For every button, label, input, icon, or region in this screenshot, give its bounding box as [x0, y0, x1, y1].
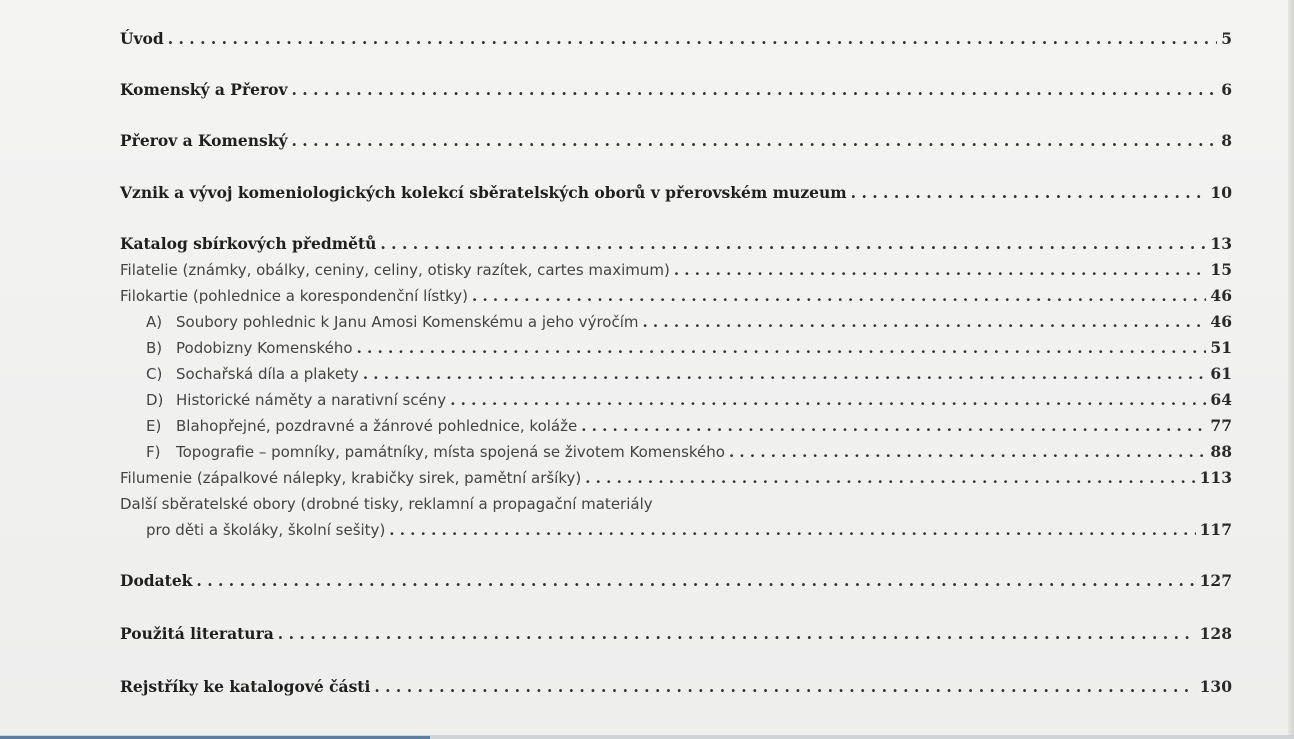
toc-entry-label: Dodatek — [120, 571, 193, 590]
toc-page-number: 130 — [1199, 677, 1232, 696]
dot-leader — [357, 336, 1207, 360]
toc-entry-katalog[interactable] — [120, 232, 1232, 256]
toc-page-number: 77 — [1210, 416, 1232, 435]
toc-page-number: 46 — [1210, 312, 1232, 331]
toc-page-number: 127 — [1199, 571, 1232, 590]
toc-entry-dalsi-obory-line2[interactable] — [120, 518, 1232, 542]
toc-entry-letter: A) — [146, 313, 163, 331]
toc-entry-pouzita-literatura[interactable] — [120, 622, 1232, 646]
toc-entry-vznik-a-vyvoj[interactable] — [120, 181, 1232, 205]
toc-page-number: 128 — [1199, 624, 1232, 643]
page-bottom-edge — [0, 735, 1294, 739]
toc-entry-filokartie-e[interactable] — [120, 414, 1232, 438]
dot-leader — [363, 362, 1207, 386]
dot-leader — [168, 27, 1218, 51]
dot-leader — [472, 284, 1206, 308]
toc-entry-label — [146, 362, 359, 386]
toc-page-number: 6 — [1221, 80, 1232, 99]
toc-entry-filokartie-d[interactable] — [120, 388, 1232, 412]
toc-entry-label: Filumenie (zápalkové nálepky, krabičky sirek, pamětní aršíky) — [120, 469, 582, 487]
dot-leader — [292, 78, 1218, 102]
toc-entry-letter: F) — [146, 443, 161, 461]
toc-page-number: 15 — [1210, 260, 1232, 279]
toc-entry-komensky-a-prerov[interactable] — [120, 78, 1232, 102]
toc-entry-label: Katalog sbírkových předmětů — [120, 234, 377, 253]
toc-entry-filatelie[interactable] — [120, 258, 1232, 282]
toc-entry-rejstriky[interactable] — [120, 675, 1232, 699]
toc-entry-text: Blahopřejné, pozdravné a žánrové pohlednice, koláže — [176, 417, 578, 435]
toc-page-number: 5 — [1221, 29, 1232, 48]
toc-entry-letter: D) — [146, 391, 164, 409]
toc-page-number: 61 — [1210, 364, 1232, 383]
toc-page-number: 113 — [1199, 468, 1232, 487]
toc-entry-label: Filokartie (pohlednice a korespondenční lístky) — [120, 287, 469, 305]
toc-entry-text: Topografie – pomníky, památníky, místa spojená se životem Komenského — [176, 443, 725, 461]
toc-page-number: 46 — [1210, 286, 1232, 305]
toc-entry-label: Komenský a Přerov — [120, 80, 288, 99]
toc-page-number: 13 — [1210, 234, 1232, 253]
toc-entry-label: Úvod — [120, 29, 164, 48]
dot-leader — [642, 310, 1206, 334]
toc-page-number: 10 — [1210, 183, 1232, 202]
dot-leader — [292, 129, 1218, 153]
toc-entry-letter: B) — [146, 339, 163, 357]
toc-entry-label — [146, 388, 446, 412]
toc-entry-filokartie-a[interactable] — [120, 310, 1232, 334]
toc-page-number: 8 — [1221, 131, 1232, 150]
toc-entry-label — [146, 440, 725, 464]
toc-entry-label: Rejstříky ke katalogové části — [120, 677, 371, 696]
toc-page-number: 64 — [1210, 390, 1232, 409]
toc-entry-label: Vznik a vývoj komeniologických kolekcí sběratelských oborů v přerovském muzeum — [120, 183, 847, 202]
dot-leader — [581, 414, 1206, 438]
dot-leader — [380, 232, 1206, 256]
toc-entry-filokartie-b[interactable] — [120, 336, 1232, 360]
toc-entry-text: Historické náměty a narativní scény — [176, 391, 447, 409]
page-edge-shadow — [1288, 0, 1294, 739]
dot-leader — [674, 258, 1207, 282]
toc-entry-text: Podobizny Komenského — [176, 339, 353, 357]
dot-leader — [374, 675, 1195, 699]
toc-entry-letter: E) — [146, 417, 162, 435]
toc-entry-label: Přerov a Komenský — [120, 131, 288, 150]
dot-leader — [585, 466, 1195, 490]
dot-leader — [729, 440, 1206, 464]
toc-entry-label: Filatelie (známky, obálky, ceniny, celiny, otisky razítek, cartes maximum) — [120, 261, 670, 279]
toc-entry-label — [146, 414, 577, 438]
dot-leader — [278, 622, 1196, 646]
toc-entry-text: Soubory pohlednic k Janu Amosi Komenskému a jeho výročím — [176, 313, 639, 331]
dot-leader — [196, 569, 1195, 593]
toc-page-number: 117 — [1199, 520, 1232, 539]
toc-entry-filokartie[interactable] — [120, 284, 1232, 308]
toc-entry-prerov-a-komensky[interactable] — [120, 129, 1232, 153]
toc-entry-label — [146, 336, 353, 360]
dot-leader — [851, 181, 1207, 205]
toc-entry-filokartie-c[interactable] — [120, 362, 1232, 386]
toc-entry-label: Další sběratelské obory (drobné tisky, reklamní a propagační materiály — [120, 495, 653, 513]
toc-entry-dodatek[interactable] — [120, 569, 1232, 593]
toc-page-number: 51 — [1210, 338, 1232, 357]
toc-entry-uvod[interactable] — [120, 27, 1232, 51]
dot-leader — [450, 388, 1206, 412]
toc-page-number: 88 — [1210, 442, 1232, 461]
dot-leader — [389, 518, 1195, 542]
toc-entry-label: pro děti a školáky, školní sešity) — [146, 521, 386, 539]
toc-entry-text: Sochařská díla a plakety — [176, 365, 359, 383]
toc-entry-label — [146, 310, 638, 334]
toc-entry-filokartie-f[interactable] — [120, 440, 1232, 464]
toc-entry-label: Použitá literatura — [120, 624, 274, 643]
toc-entry-filumenie[interactable] — [120, 466, 1232, 490]
toc-entry-letter: C) — [146, 365, 163, 383]
toc-entry-dalsi-obory-line1[interactable] — [120, 492, 1232, 516]
